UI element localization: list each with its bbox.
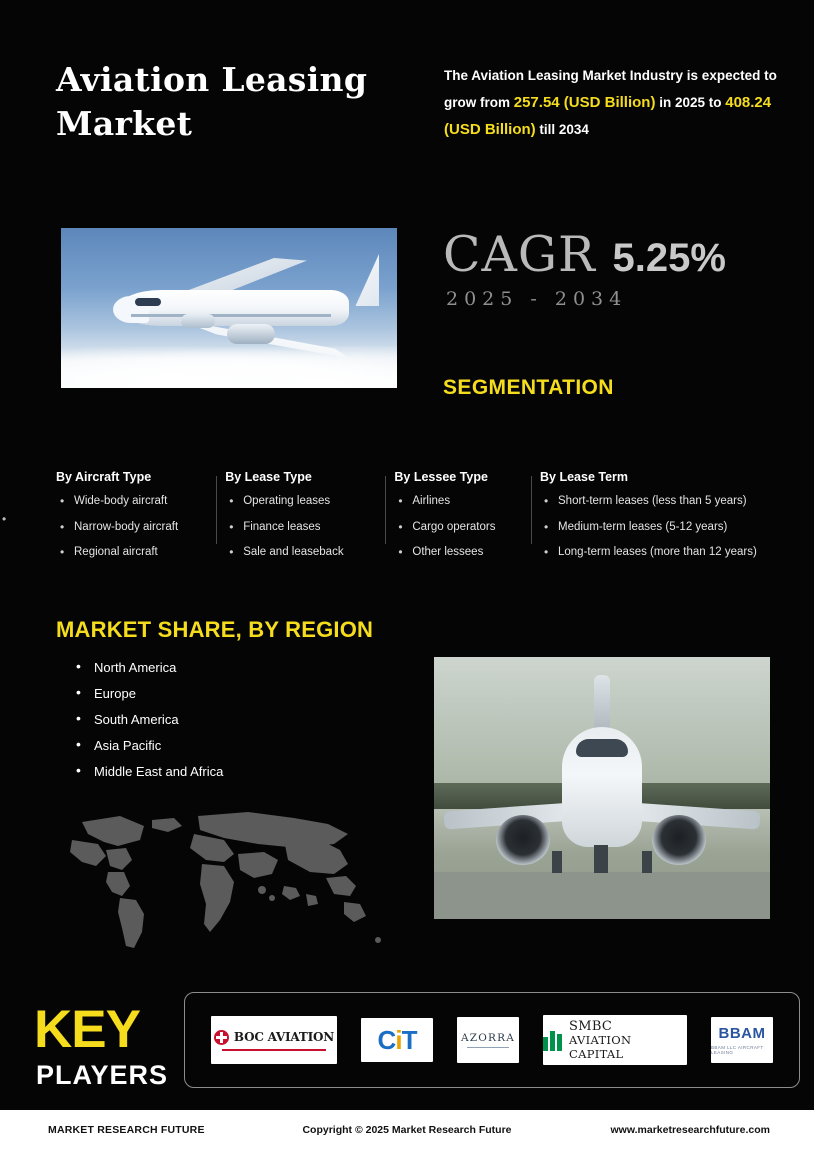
fuselage-stripe [131, 314, 331, 317]
footer-website[interactable]: www.marketresearchfuture.com [610, 1124, 770, 1136]
aircraft-fuselage [119, 290, 349, 326]
key-players-logo-box [184, 992, 800, 1088]
cloud-layer [61, 346, 397, 388]
cagr-years: 2025 - 2034 [446, 288, 628, 310]
decorative-dot: • [2, 512, 7, 526]
headline-value-2025: 257.54 (USD Billion) [513, 93, 656, 111]
logo-bbam [711, 1017, 773, 1063]
logo-label-line2: AVIATION CAPITAL [569, 1033, 632, 1061]
list-item: • Asia Pacific [72, 738, 223, 753]
market-share-title: MARKET SHARE, BY REGION [56, 617, 374, 642]
logo-label: AZORRA [460, 1032, 516, 1044]
cagr-value: 5.25% [612, 236, 726, 280]
column-divider [216, 476, 217, 544]
segment-item: • Cargo operators [394, 520, 526, 536]
cagr-block [443, 226, 726, 283]
logo-label-line1: SMBC [569, 1018, 613, 1034]
aircraft-photo-front-view [434, 657, 770, 919]
key-players-heading-players: PLAYERS [36, 1060, 169, 1090]
runway [434, 872, 770, 919]
world-map-graphic [48, 800, 388, 960]
aircraft-right-engine [652, 815, 706, 865]
aircraft-engine-near [227, 324, 275, 344]
aircraft-photo-in-flight [61, 228, 397, 388]
segment-heading: By Lease Term [540, 470, 629, 484]
logo-boc-aviation [211, 1016, 337, 1064]
column-divider [531, 476, 532, 544]
segment-item: • Finance leases [225, 520, 380, 536]
segment-item: • Operating leases [225, 494, 380, 510]
segment-item: • Airlines [394, 494, 526, 510]
segment-list [394, 494, 526, 561]
segment-list [540, 494, 762, 561]
list-item: • North America [72, 660, 223, 675]
headline-value-2034: 408.24 (USD Billion) [444, 93, 772, 138]
segmentation-columns [56, 470, 776, 571]
logo-underline [222, 1049, 326, 1051]
nose-landing-gear [594, 845, 608, 873]
logo-underline [467, 1047, 509, 1048]
region-list [72, 660, 223, 790]
segment-item: • Medium-term leases (5-12 years) [540, 520, 762, 536]
segment-column-lease-term [540, 470, 776, 571]
aircraft-tail-fin [594, 675, 610, 733]
key-players-heading-key: KEY [34, 1000, 140, 1059]
segment-list [225, 494, 380, 561]
logo-sublabel: BBAM LLC AIRCRAFT LEASING [711, 1045, 764, 1055]
boc-cross-icon [214, 1030, 229, 1045]
logo-label: BBAM [718, 1025, 766, 1042]
footer-bar [0, 1110, 814, 1150]
logo-cit [361, 1018, 433, 1062]
logo-smbc-aviation-capital [543, 1015, 687, 1065]
segment-column-aircraft-type [56, 470, 225, 571]
segment-item: • Sale and leaseback [225, 545, 380, 561]
segment-heading: By Aircraft Type [56, 470, 152, 484]
segment-list [56, 494, 211, 561]
segment-item: • Short-term leases (less than 5 years) [540, 494, 762, 510]
segment-heading: By Lease Type [225, 470, 312, 484]
headline-statement [444, 64, 788, 143]
column-divider [385, 476, 386, 544]
headline-mid: in 2025 to [655, 94, 726, 110]
segment-item: • Regional aircraft [56, 545, 211, 561]
segment-item: • Wide-body aircraft [56, 494, 211, 510]
list-item: • South America [72, 712, 223, 727]
aircraft-engine-far [181, 314, 215, 328]
segmentation-title: SEGMENTATION [443, 376, 614, 399]
logo-azorra [457, 1017, 519, 1063]
cockpit-windows [135, 298, 161, 306]
segment-heading: By Lessee Type [394, 470, 488, 484]
footer-brand: MARKET RESEARCH FUTURE [48, 1124, 205, 1136]
segment-item: • Other lessees [394, 545, 526, 561]
aircraft-left-engine [496, 815, 550, 865]
segment-column-lease-type [225, 470, 394, 571]
segment-item: • Narrow-body aircraft [56, 520, 211, 536]
right-landing-gear [642, 851, 652, 873]
segment-column-lessee-type [394, 470, 540, 571]
headline-post: till 2034 [535, 121, 589, 137]
logo-label: CiT [377, 1024, 417, 1055]
list-item: • Middle East and Africa [72, 764, 223, 779]
list-item: • Europe [72, 686, 223, 701]
cockpit-windows [576, 739, 628, 757]
logo-label: BOC AVIATION [233, 1030, 335, 1044]
footer-copyright: Copyright © 2025 Market Research Future [302, 1124, 512, 1136]
segment-item: • Long-term leases (more than 12 years) [540, 545, 762, 561]
page-title: Aviation Leasing Market [56, 60, 368, 143]
headline-pre: The Aviation Leasing Market Industry is expected to grow from [444, 68, 777, 110]
cagr-label: CAGR [443, 226, 596, 283]
smbc-bars-icon [543, 1029, 562, 1051]
left-landing-gear [552, 851, 562, 873]
